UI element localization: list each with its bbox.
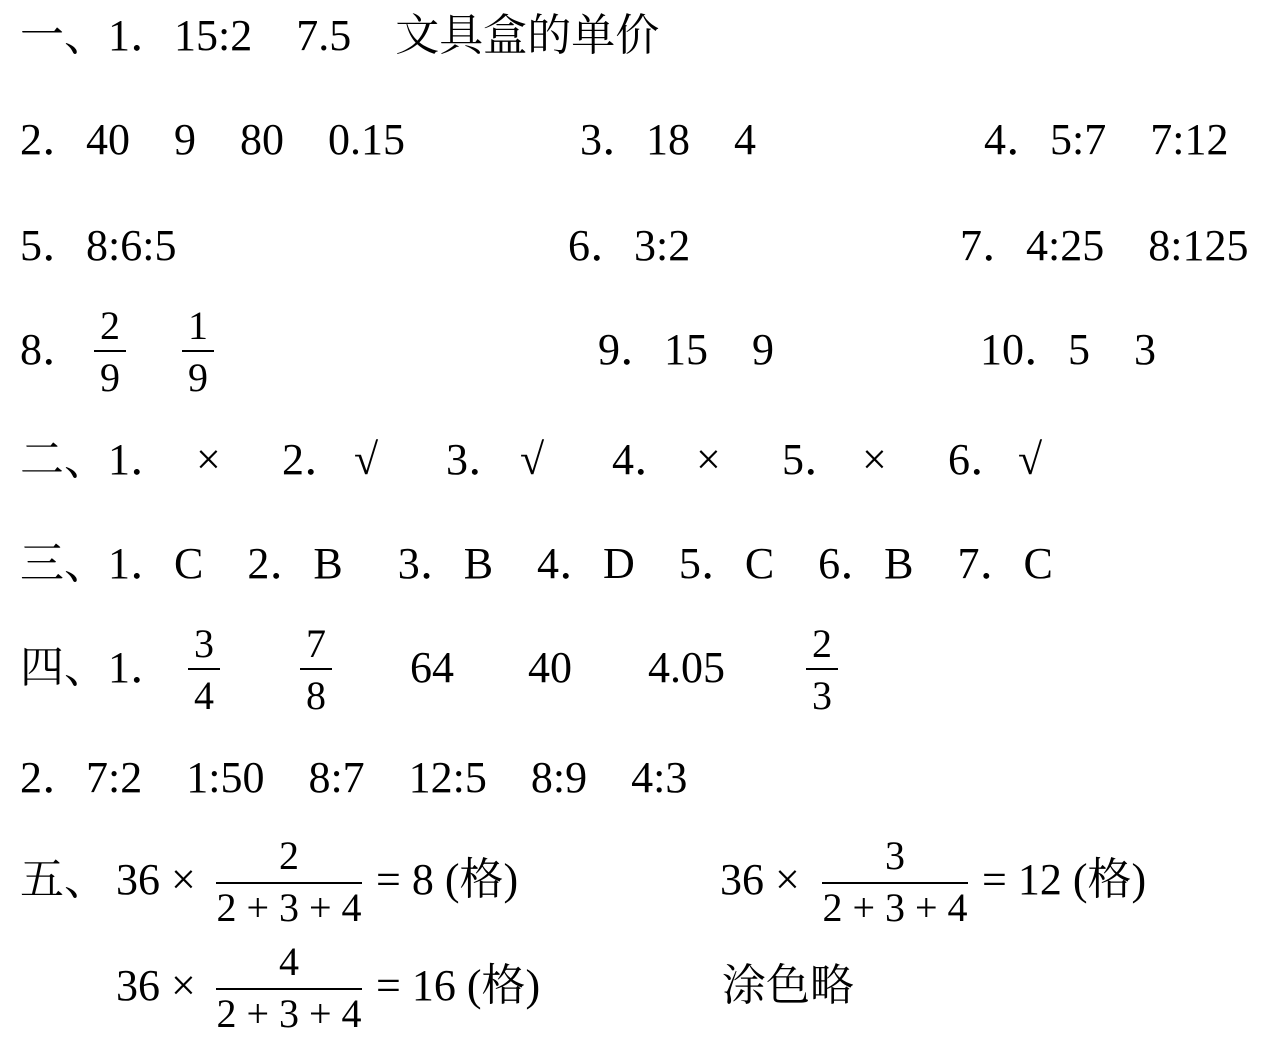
s2-item: √ — [1018, 435, 1043, 484]
fraction-numerator: 2 — [812, 621, 832, 666]
s4-label: 四、1． — [20, 643, 174, 692]
fraction-numerator: 7 — [306, 621, 326, 666]
s2-item: 3． — [446, 435, 512, 484]
fraction-bar — [216, 882, 362, 884]
s2-item: √ — [520, 435, 545, 484]
fraction-denominator: 9 — [188, 355, 208, 400]
s5-eq3-right: = 16 (格) — [376, 961, 541, 1010]
s2-item: 5． — [782, 435, 848, 484]
s1-q6: 6．3:2 — [568, 221, 691, 270]
s1-q7: 7．4:25 8:125 — [960, 221, 1249, 270]
s2-label: 二、1． — [20, 435, 174, 484]
s1-q2: 2．40 9 80 0.15 — [20, 115, 405, 164]
fraction-numerator: 2 — [279, 833, 299, 878]
fraction-bar — [216, 988, 362, 990]
s1-q8-label: 8． — [20, 325, 86, 374]
fraction-denominator: 4 — [194, 673, 214, 718]
s2-item: × — [696, 435, 721, 484]
fraction-bar — [806, 668, 838, 670]
fraction-numerator: 3 — [885, 833, 905, 878]
s1-q5: 5．8:6:5 — [20, 221, 177, 270]
s4-value: 4.05 — [648, 643, 725, 692]
fraction-numerator: 4 — [279, 939, 299, 984]
s4-value: 64 — [410, 643, 454, 692]
fraction-denominator: 2 + 3 + 4 — [216, 885, 362, 930]
s3-line: 三、1．C 2．B 3．B 4．D 5．C 6．B 7．C — [20, 539, 1053, 588]
s4-value: 40 — [528, 643, 572, 692]
s5-eq2-right: = 12 (格) — [982, 855, 1147, 904]
s5-note: 涂色略 — [722, 961, 854, 1010]
s5-eq3-left: 36 × — [116, 961, 196, 1010]
fraction-bar — [822, 882, 968, 884]
s2-item: 6． — [948, 435, 1014, 484]
s5-eq2-left: 36 × — [720, 855, 800, 904]
s5-eq1-left: 36 × — [116, 855, 196, 904]
fraction-denominator: 3 — [812, 673, 832, 718]
s5-eq1-right: = 8 (格) — [376, 855, 519, 904]
s5-label: 五、 — [20, 855, 108, 904]
s1-q3: 3．18 4 — [580, 115, 756, 164]
s4-line2: 2．7:2 1:50 8:7 12:5 8:9 4:3 — [20, 753, 688, 802]
s1-q10: 10．5 3 — [980, 325, 1156, 374]
s1-q9: 9．15 9 — [598, 325, 774, 374]
fraction-denominator: 2 + 3 + 4 — [216, 991, 362, 1036]
s2-item: × — [862, 435, 887, 484]
s2-item: 2． — [282, 435, 348, 484]
s1-line1: 一、1．15:2 7.5 文具盒的单价 — [20, 11, 660, 60]
fraction-bar — [182, 350, 214, 352]
fraction-denominator: 8 — [306, 673, 326, 718]
fraction-denominator: 2 + 3 + 4 — [822, 885, 968, 930]
fraction-bar — [300, 668, 332, 670]
fraction-numerator: 1 — [188, 303, 208, 348]
fraction-numerator: 3 — [194, 621, 214, 666]
s2-item: × — [196, 435, 221, 484]
s2-item: √ — [354, 435, 379, 484]
s1-q4: 4．5:7 7:12 — [984, 115, 1229, 164]
fraction-denominator: 9 — [100, 355, 120, 400]
fraction-bar — [188, 668, 220, 670]
s2-item: 4． — [612, 435, 678, 484]
fraction-bar — [94, 350, 126, 352]
fraction-numerator: 2 — [100, 303, 120, 348]
